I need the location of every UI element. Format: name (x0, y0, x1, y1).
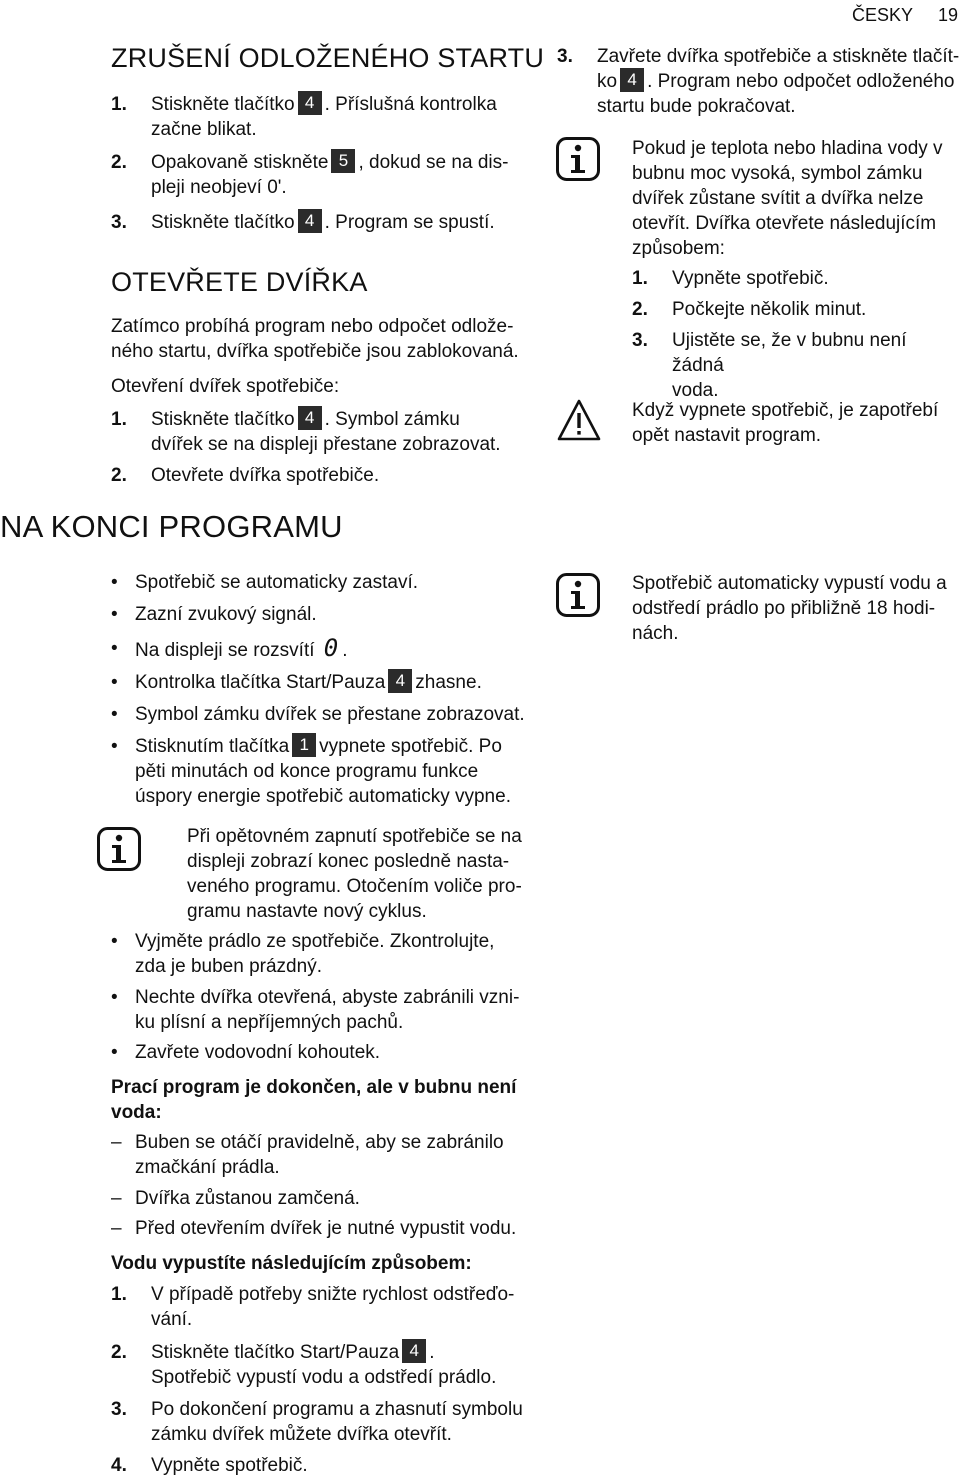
info-note-auto-drain (632, 571, 960, 646)
info-note-door-locked (632, 136, 960, 403)
intro-line: ného startu, dvířka spotřebiče jsou zablokovaná. (111, 341, 519, 362)
step-text: . Příslušná kontrolka (324, 94, 497, 115)
step-text: dvířek se na displeji přestane zobrazovat. (151, 434, 501, 455)
step-text: Stiskněte tlačítko (151, 94, 295, 115)
item-text: úspory energie spotřebič automaticky vypne. (135, 786, 511, 807)
item-text: Kontrolka tlačítka Start/Pauza (135, 672, 386, 693)
step-number: 3. (557, 46, 573, 67)
step-text: Počkejte několik minut. (672, 299, 867, 320)
button-5-badge: 5 (331, 149, 355, 173)
item-text: pěti minutách od konce programu funkce (135, 761, 479, 782)
end-program-list (111, 570, 541, 809)
note-line: Při opětovném zapnutí spotřebiče se na (187, 826, 522, 847)
button-4-badge: 4 (298, 406, 322, 430)
list-item (111, 1040, 541, 1065)
item-text: vypnete spotřebič. Po (319, 736, 502, 757)
resume-step (557, 44, 960, 119)
step-text: zámku dvířek můžete dvířka otevřít. (151, 1424, 452, 1445)
page-header (852, 3, 960, 28)
language-label: ČESKY (852, 5, 914, 25)
info-icon (97, 827, 141, 871)
note-line: otevřít. Dvířka otevřete následujícím (632, 213, 937, 234)
item-text: Spotřebič se automaticky zastaví. (135, 572, 419, 593)
note-line: Když vypnete spotřebič, je zapotřebí (632, 400, 939, 421)
info-icon (556, 137, 600, 181)
list-item (111, 407, 541, 463)
note-line: dvířek zůstane svítit a dvířka nelze (632, 188, 924, 209)
item-text: Před otevřením dvířek je nutné vypustit vodu. (135, 1218, 517, 1239)
list-item (632, 328, 960, 403)
step-number: 4. (111, 1455, 127, 1476)
info-note-restart (187, 824, 537, 924)
subtitle-line: voda: (111, 1102, 162, 1123)
item-text: . (342, 640, 348, 661)
no-water-subtitle (111, 1075, 541, 1125)
no-water-list (111, 1130, 541, 1241)
step-text: Spotřebič vypustí vodu a odstředí prádlo. (151, 1367, 497, 1388)
end-program-title: NA KONCI PROGRAMU (0, 509, 343, 544)
step-text: ko (597, 71, 618, 92)
note-line: gramu nastavte nový cyklus. (187, 901, 427, 922)
list-item (111, 463, 541, 488)
page-number: 19 (938, 5, 959, 25)
item-text: zhasne. (415, 672, 482, 693)
button-4-badge: 4 (402, 1339, 426, 1363)
drain-steps (111, 1282, 541, 1478)
item-text: zda je buben prázdný. (135, 956, 322, 977)
button-4-badge: 4 (388, 669, 412, 693)
step-text: pleji neobjeví 0'. (151, 177, 287, 198)
note-line: Pokud je teplota nebo hladina vody v (632, 138, 943, 159)
info-icon (556, 573, 600, 617)
list-item (111, 636, 541, 670)
item-text: Dvířka zůstanou zamčená. (135, 1188, 360, 1209)
step-number: 2. (111, 1342, 127, 1363)
list-item (111, 929, 541, 985)
open-door-title: OTEVŘETE DVÍŘKA (111, 267, 368, 297)
step-text: Po dokončení programu a zhasnutí symbolu (151, 1399, 523, 1420)
step-text: . Program nebo odpočet odloženého (647, 71, 955, 92)
list-item (111, 734, 541, 809)
list-item (111, 570, 541, 602)
step-text: , dokud se na dis- (358, 152, 509, 173)
step-number: 2. (632, 299, 648, 320)
step-text: V případě potřeby snižte rychlost odstřeďo- (151, 1284, 515, 1305)
step-number: 2. (111, 152, 127, 173)
cancel-delay-steps (111, 92, 531, 235)
step-text: Vypněte spotřebič. (672, 268, 829, 289)
list-item (111, 150, 531, 210)
button-4-badge: 4 (620, 68, 644, 92)
item-text: Buben se otáčí pravidelně, aby se zabránilo (135, 1132, 504, 1153)
list-item (111, 1130, 541, 1186)
step-text: voda. (672, 380, 719, 401)
item-text: Na displeji se rozsvítí (135, 640, 315, 661)
item-text: zmačkání prádla. (135, 1157, 280, 1178)
step-number: 1. (111, 409, 127, 430)
open-door-subtitle: Otevření dvířek spotřebiče: (111, 376, 340, 397)
step-text: vání. (151, 1309, 193, 1330)
step-number: 1. (632, 268, 648, 289)
note-line: veného programu. Otočením voliče pro- (187, 876, 522, 897)
step-text: Otevřete dvířka spotřebiče. (151, 465, 380, 486)
item-text: Zavřete vodovodní kohoutek. (135, 1042, 381, 1063)
button-4-badge: 4 (298, 91, 322, 115)
step-number: 1. (111, 1284, 127, 1305)
step-text: Opakovaně stiskněte (151, 152, 329, 173)
item-text: Symbol zámku dvířek se přestane zobrazovat. (135, 704, 525, 725)
button-1-badge: 1 (292, 733, 316, 757)
note-line: opět nastavit program. (632, 425, 822, 446)
open-door-steps (111, 407, 541, 488)
list-item (111, 702, 541, 734)
step-number: 3. (111, 212, 127, 233)
drain-subtitle: Vodu vypustíte následujícím způsobem: (111, 1253, 472, 1274)
subtitle-line: Prací program je dokončen, ale v bubnu není (111, 1077, 517, 1098)
list-item (111, 670, 541, 702)
open-door-intro (111, 314, 541, 364)
list-item (632, 266, 960, 297)
item-text: Zazní zvukový signál. (135, 604, 317, 625)
button-4-badge: 4 (298, 209, 322, 233)
intro-line: Zatímco probíhá program nebo odpočet odlože- (111, 316, 514, 337)
step-text: Stiskněte tlačítko (151, 409, 295, 430)
step-text: startu bude pokračovat. (597, 96, 796, 117)
item-text: Nechte dvířka otevřená, abyste zabránili vzni- (135, 987, 520, 1008)
list-item (111, 1340, 541, 1397)
list-item (557, 44, 960, 119)
item-text: Vyjměte prádlo ze spotřebiče. Zkontrolujte, (135, 931, 495, 952)
note-line: Spotřebič automaticky vypustí vodu a (632, 573, 947, 594)
list-item (111, 602, 541, 636)
list-item (111, 1453, 541, 1478)
item-text: Stisknutím tlačítka (135, 736, 290, 757)
cancel-delay-title: ZRUŠENÍ ODLOŽENÉHO STARTU (111, 43, 545, 73)
step-number: 3. (632, 330, 648, 351)
step-text: Ujistěte se, že v bubnu není žádná (672, 330, 907, 376)
step-text: Stiskněte tlačítko (151, 212, 295, 233)
step-number: 2. (111, 465, 127, 486)
note-line: odstředí prádlo po přibližně 18 hodi- (632, 598, 936, 619)
step-text: Stiskněte tlačítko Start/Pauza (151, 1342, 400, 1363)
warning-icon (556, 398, 600, 442)
list-item (111, 1186, 541, 1216)
list-item (111, 92, 531, 150)
list-item (111, 985, 541, 1040)
note-line: bubnu moc vysoká, symbol zámku (632, 163, 923, 184)
list-item (632, 297, 960, 328)
note-line: nách. (632, 623, 679, 644)
step-number: 3. (111, 1399, 127, 1420)
after-program-list (111, 929, 541, 1065)
list-item (111, 210, 531, 235)
list-item (111, 1282, 541, 1340)
note-line: displeji zobrazí konec posledně nasta- (187, 851, 510, 872)
step-text: . Symbol zámku (324, 409, 460, 430)
warning-note (632, 398, 960, 448)
item-text: ku plísní a nepříjemných pachů. (135, 1012, 404, 1033)
step-text: začne blikat. (151, 119, 257, 140)
note-line: způsobem: (632, 238, 725, 259)
display-zero-symbol: 0 (323, 634, 339, 662)
list-item (111, 1397, 541, 1453)
step-text: Vypněte spotřebič. (151, 1455, 308, 1476)
step-text: . Program se spustí. (324, 212, 495, 233)
step-text: Zavřete dvířka spotřebiče a stiskněte tlačít- (597, 46, 960, 67)
step-text: . (429, 1342, 435, 1363)
step-number: 1. (111, 94, 127, 115)
list-item (111, 1216, 541, 1241)
